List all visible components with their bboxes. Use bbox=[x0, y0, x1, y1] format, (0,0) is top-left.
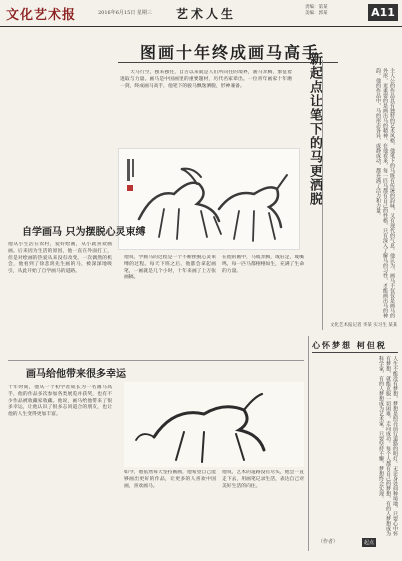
section-divider bbox=[8, 360, 304, 361]
essay-title: 心怀梦想 柯但税 bbox=[312, 340, 387, 350]
essay-rule bbox=[312, 352, 398, 353]
vertical-title: 新起点让笔下的马更洒脱 bbox=[307, 52, 322, 206]
issue-date: 2016年6月15日 星期三 bbox=[98, 10, 152, 16]
editor-line: 责编：第某 bbox=[305, 5, 328, 10]
essay-text: 人生不能没有梦想，梦想是照亮前行道路的明灯。无论身处何种境地，只要心中怀有梦想，就能克服一切困难，走向成功。每个人都有自己的梦想，有的人梦想成为科学家，有的人梦想成为艺术家。只要坚持不懈，梦想终会实现。 bbox=[378, 356, 398, 536]
subhead-luck: 画马给他带来很多幸运 bbox=[26, 369, 126, 380]
subhead-self-taught: 自学画马 只为摆脱心灵束缚 bbox=[22, 227, 146, 238]
newspaper-logo: 文化艺术报 bbox=[6, 8, 77, 23]
body-text-6: 他说，艺术的道路没有尽头，他会一直走下去，用画笔记录生活，表达自己对美好生活的向往。 bbox=[222, 470, 304, 489]
body-text-2: 他说，学画马的过程是一个不断摆脱心灵束缚的过程。每天下班之后，他都会拿起画笔，一画就是几个小时，十年来画了上万张画稿。 bbox=[124, 255, 216, 281]
section-title: 艺术人生 bbox=[176, 7, 237, 21]
page-number: A11 bbox=[368, 4, 398, 21]
column-label: 起点 bbox=[364, 540, 375, 546]
body-text-1: 他从小生活在农村，爱好绘画，从小就喜欢画画。后来因为生活的原因，他一直在外面打工，但是对绘画的热爱从来没有改变。一次偶然的机会，他看到了徐悲鸿先生画的马，被深深地吸引，从此开始了自学画马的道路。 bbox=[8, 242, 112, 275]
author-tag: （作者） bbox=[318, 539, 339, 545]
designer-line: 美编：郭某 bbox=[305, 11, 328, 16]
body-text-5: 如今，他依然每天坚持画画，他希望自己能够画出更好的作品，让更多的人喜欢中国画，喜欢画马。 bbox=[124, 470, 216, 489]
body-text-4: 十年时间，他从一个初学者成长为一名画马高手，他的作品多次参加各类展览并获奖，也有不少作品被收藏家收藏。他说，画马给他带来了很多幸运，让他认识了很多志同道合的朋友，也让他的人生变得更加丰富。 bbox=[8, 385, 112, 418]
column-divider bbox=[322, 60, 323, 330]
horse-sketch-image bbox=[124, 382, 304, 467]
main-headline: 图画十年终成画马高手 bbox=[139, 43, 320, 62]
essay-divider bbox=[308, 336, 309, 551]
right-column-text: 主人公的作品具有独特的艺术风格，他笔下的马既有传统的韵味，又有现代的气息。他认为，画马不仅仅是画马的外形，更重要的是画出马的精神。在他看来，每一匹马都有自己的性格，只有深入了解马的习性，才能画出马的神韵。他的作品中，马的形态各异，或静或动，都充满了活力和力量。 bbox=[375, 68, 395, 318]
lead-paragraph: 天马行空，独来独往，自古以来就是人们所向往的境界，骏马奔腾，象征着进取与力量。画马是中国画里的重要题材，历代名家辈出。一位青年画家十年磨一剑，终成画马高手，他笔下的骏马飘逸洒脱，形神兼备。 bbox=[120, 70, 292, 89]
body-text-3: 在他的画中，马或奔腾，或驻足，或嘶鸣，每一匹马都栩栩如生，充满了生命的力量。 bbox=[222, 255, 304, 274]
byline: 文化艺术报记者 李某 实习生 某某 bbox=[330, 323, 398, 328]
edition-info bbox=[305, 5, 328, 17]
